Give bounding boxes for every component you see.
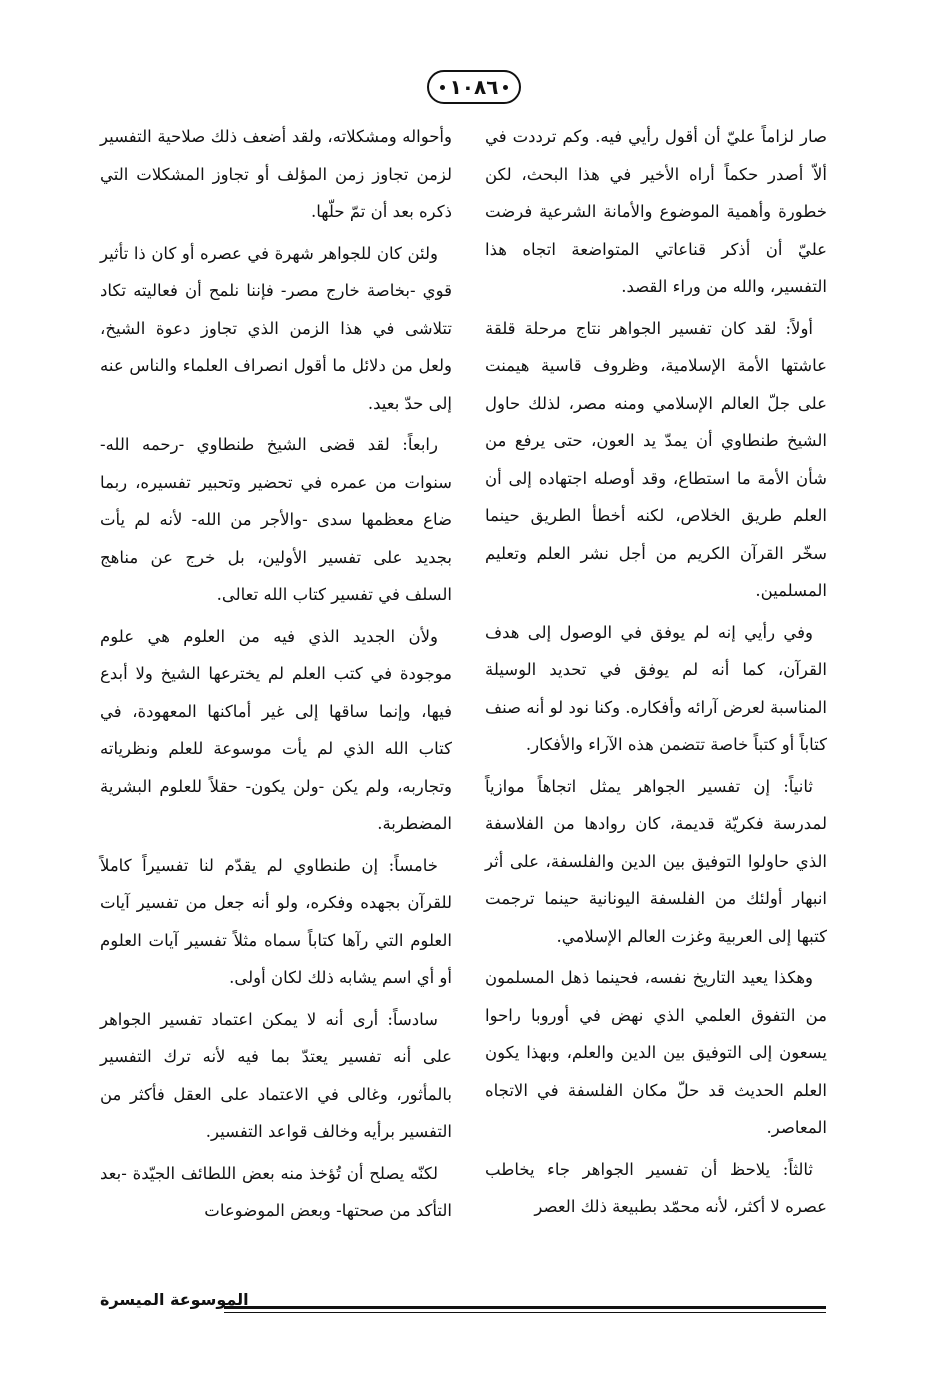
ornament-dot-icon bbox=[440, 85, 445, 90]
paragraph: خامساً: إن طنطاوي لم يقدّم لنا تفسيراً كاملاً للقرآن بجهده وفكره، ولو أنه جعل من تفسير آيات العلوم التي رآها كتاباً سماه مثلاً تفسير آيات العلوم أو أي اسم يشابه ذلك لكان أولى. bbox=[100, 855, 452, 987]
paragraph: أولاً: لقد كان تفسير الجواهر نتاج مرحلة قلقة عاشتها الأمة الإسلامية، وظروف قاسية هيمنت على جلّ العالم الإسلامي ومنه مصر، لذلك حاول الشيخ طنطاوي أن يمدّ يد العون، حتى يرفع من شأن الأمة ما استطاع، وقد أوصله اجتهاده إلى أن العلم طريق الخلاص، لكنه أخطأ الطريق حينما سخّر القرآن الكريم من أجل نشر العلم وتعليم المسلمين. bbox=[485, 318, 827, 600]
paragraph: وأحواله ومشكلاته، ولقد أضعف ذلك صلاحية التفسير لزمن تجاوز زمن المؤلف أو تجاوز المشكلات التي ذكره بعد أن تمّ حلّها. bbox=[100, 127, 452, 221]
paragraph: وهكذا يعيد التاريخ نفسه، فحينما ذهل المسلمون من التفوق العلمي الذي نهض في أوروبا راحوا يسعون إلى التوفيق بين الدين والعلم، وبهذا يكون العلم الحديث قد حلّ مكان الفلسفة في الاتجاه المعاصر. bbox=[485, 968, 827, 1137]
paragraph: ثالثاً: يلاحظ أن تفسير الجواهر جاء يخاطب عصره لا أكثر، لأنه محمّد بطبيعة ذلك العصر bbox=[485, 1159, 827, 1216]
paragraph: رابعاً: لقد قضى الشيخ طنطاوي -رحمه الله- سنوات من عمره في تحضير وتحبير تفسيره، ربما ضاع معظمها سدى -والأجر من الله- لأنه لم يأت بجديد على تفسير الأولين، بل خرج عن مناهج السلف في تفسير كتاب الله تعالى. bbox=[100, 435, 452, 604]
paragraph: ولأن الجديد الذي فيه من العلوم هي علوم موجودة في كتب العلم لم يخترعها الشيخ ولا أبدع فيها، وإنما ساقها إلى غير أماكنها المعهودة، في كتاب الله الذي لم يأت موسوعة للعلم ونظرياته وتجاربه، ولم يكن -ولن يكون- حقلاً للعلوم البشرية المضطربة. bbox=[100, 626, 452, 833]
paragraph: ولئن كان للجواهر شهرة في عصره أو كان ذا تأثير قوي -بخاصة خارج مصر- فإننا نلمح أن فعاليته تكاد تتلاشى في هذا الزمن الذي تجاوز دعوة الشيخ، ولعل من دلائل ما أقول انصراف العلماء والناس عنه إلى حدّ بعيد. bbox=[100, 243, 452, 413]
left-column bbox=[100, 118, 452, 1234]
paragraph: ثانياً: إن تفسير الجواهر يمثل اتجاهاً موازياً لمدرسة فكريّة قديمة، كان روادها من الفلاسفة الذي حاولوا التوفيق بين الدين والفلسفة، على أثر انبهار أولئك من الفلسفة اليونانية حينما ترجمت كتبها إلى العربية وغزت العالم الإسلامي. bbox=[485, 776, 827, 946]
ornament-dot-icon bbox=[503, 85, 508, 90]
paragraph: سادساً: أرى أنه لا يمكن اعتماد تفسير الجواهر على أنه تفسير يعتدّ بما فيه لأنه ترك التفسير بالمأثور، وغالى في الاعتماد على العقل فأكثر من التفسير برأيه وخالف قواعد التفسير. bbox=[100, 1009, 452, 1141]
footer-rule-thin bbox=[224, 1312, 826, 1313]
paragraph: صار لزاماً عليّ أن أقول رأيي فيه. وكم ترددت في ألاّ أصدر حكماً أراه الأخير في هذا البحث، لكن خطورة وأهمية الموضوع والأمانة الشرعية فرضت عليّ أن أذكر قناعاتي المتواضعة اتجاه هذا التفسير، والله من وراء القصد. bbox=[485, 127, 827, 296]
page-number-frame bbox=[427, 70, 521, 104]
right-column bbox=[485, 118, 827, 1230]
paragraph: وفي رأيي إنه لم يوفق في الوصول إلى هدف القرآن، كما أنه لم يوفق في تحديد الوسيلة المناسبة لعرض آرائه وأفكاره. وكنا نود لو أنه صنف كتاباً أو كتباً خاصة تتضمن هذه الآراء والأفكار. bbox=[485, 622, 827, 754]
page-number: ١٠٨٦ bbox=[449, 75, 499, 99]
footer bbox=[100, 1290, 826, 1320]
footer-title: الموسوعة الميسرة bbox=[100, 1290, 249, 1309]
paragraph: لكنّه يصلح أن تُؤخذ منه بعض اللطائف الجيّدة -بعد التأكد من صحتها- وبعض الموضوعات bbox=[100, 1163, 452, 1220]
footer-rule bbox=[224, 1306, 826, 1309]
